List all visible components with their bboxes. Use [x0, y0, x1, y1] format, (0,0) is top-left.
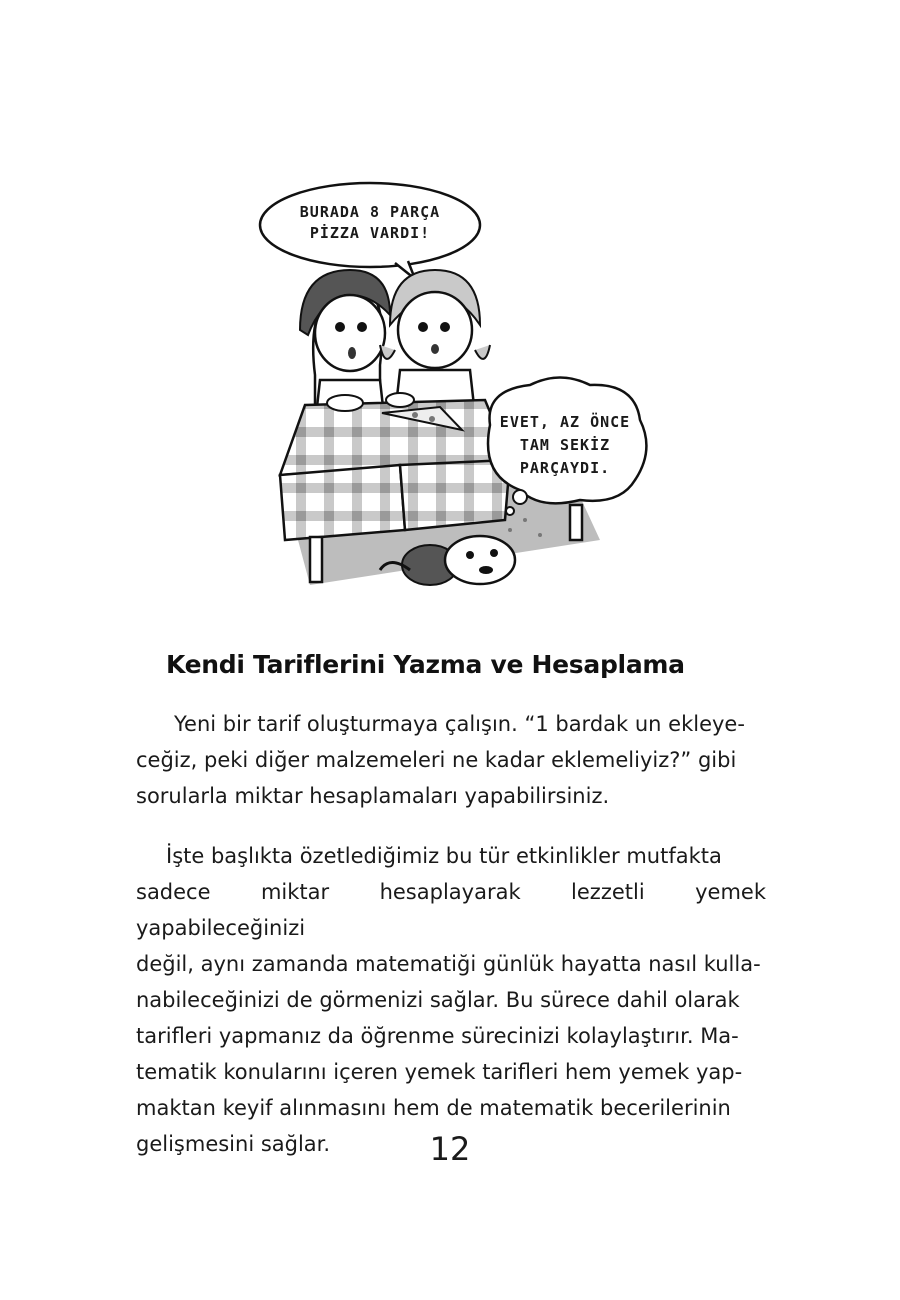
paragraph-line: tematik konularını içeren yemek tarifleri hem yemek yap- — [136, 1060, 743, 1084]
paragraph-intro — [136, 706, 766, 814]
paragraph-line: ceğiz, peki diğer malzemeleri ne kadar eklemeliyiz?” gibi — [136, 748, 737, 772]
paragraph-line: gelişmesini sağlar. — [136, 1132, 331, 1156]
paragraph-line: maktan keyif alınmasını hem de matematik becerilerinin — [136, 1096, 731, 1120]
bubble-right-line-3: PARÇAYDI. — [519, 459, 611, 477]
bubble-right-line-1: EVET, AZ ÖNCE — [499, 413, 631, 431]
paragraph-line: Yeni bir tarif oluşturmaya çalışın. “1 bardak un ekleye- — [174, 712, 745, 736]
speech-bubble-left — [260, 183, 480, 279]
cartoon-illustration — [240, 175, 660, 605]
hands — [386, 393, 414, 407]
bubble-left-line-2: PİZZA VARDI! — [309, 224, 431, 242]
bubble-left-line-1: BURADA 8 PARÇA — [299, 203, 441, 221]
paragraph-line: sorularla miktar hesaplamaları yapabilirsiniz. — [136, 784, 610, 808]
paragraph-line: değil, aynı zamanda matematiği günlük hayatta nasıl kulla- — [136, 952, 761, 976]
paragraph-line: sadece miktar hesaplayarak lezzetli yemek yapabileceğinizi — [136, 880, 766, 940]
paragraph-line: tarifleri yapmanız da öğrenme sürecinizi kolaylaştırır. Ma- — [136, 1024, 739, 1048]
paragraph-body — [136, 838, 766, 1162]
section-heading: Kendi Tariflerini Yazma ve Hesaplama — [166, 650, 685, 679]
page-number: 12 — [429, 1130, 471, 1168]
hands — [327, 395, 363, 411]
paragraph-line: İşte başlıkta özetlediğimiz bu tür etkinlikler mutfakta — [166, 844, 722, 868]
bubble-right-line-2: TAM SEKİZ — [519, 436, 611, 454]
paragraph-line: nabileceğinizi de görmenizi sağlar. Bu sürece dahil olarak — [136, 988, 740, 1012]
